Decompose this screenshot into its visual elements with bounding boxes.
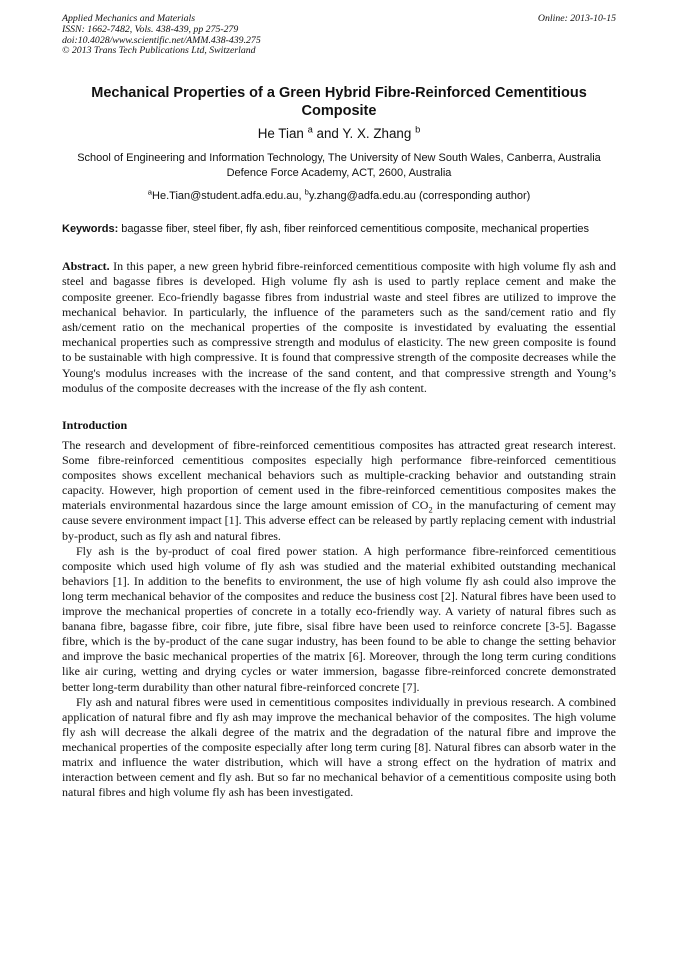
journal-name: Applied Mechanics and Materials: [62, 13, 196, 24]
author-2-mark: b: [415, 124, 421, 135]
intro-p1-part-b: in the manufacturing of cement may cause severe environment impact [1]. This adverse effect can be released by partly replacing cement with industrial by-product, such as fly ash and natural fibres.: [62, 498, 616, 543]
author-line: [62, 125, 616, 143]
introduction-heading: Introduction: [62, 418, 128, 433]
author-1: He Tian: [257, 126, 304, 142]
email-a: He.Tian@student.adfa.edu.au,: [152, 190, 305, 203]
intro-paragraph-2: Fly ash is the by-product of coal fired power station. A high performance fibre-reinforced cementitious composite which used high volume of fly ash was studied and the material exhibited outstanding mechanical behaviors [1]. In addition to the benefits to environment, the use of high volume fly ash could also improve the long term mechanical behavior of the composites and reduce the business cost [2]. Natural fibres have been used to improve the mechanical properties of concrete in a totally eco-friendly way. A variety of natural fibres such as banana fibre, bagasse fibre, coir fibre, jute fibre, sisal fibre have been used to reinforce concrete [3-5]. Bagasse fibre, which is the by-product of the cane sugar industry, has been found to be able to change the setting behavior and improve the basic mechanical properties of the matrix [6]. Moreover, through the long term curing conditions like air curing, wetting and drying cycles or water immersion, bagasse fibre-reinforced concrete demonstrated better long-term durability than other natural fibre-reinforced concrete [7].: [62, 543, 616, 694]
keywords: [62, 222, 616, 236]
doi-line: doi:10.4028/www.scientific.net/AMM.438-439.275: [62, 34, 261, 46]
email-a-mark: a: [147, 187, 153, 197]
issn-line: ISSN: 1662-7482, Vols. 438-439, pp 275-279: [62, 23, 239, 35]
journal-header: [62, 14, 616, 57]
paper-page: [62, 14, 616, 800]
author-separator: and: [312, 126, 343, 142]
email-line: [62, 189, 616, 203]
email-b-mark: b: [304, 187, 309, 197]
abstract-text: In this paper, a new green hybrid fibre-reinforced cementitious composite with high volume fly ash and steel and bagasse fibres is developed. High volume fly ash is used to partly replace cement and make the composite greener. Eco-friendly bagasse fibres from industrial waste and steel fibres are utilized to improve the mechanical behavior. In particularly, the influence of the parameters such as the sand/cement ratio and fly ash/cement ratio on the mechanical properties of the composite is investidated by evaluating the essential mechanical properties such as compressive strength and modulus of elasticity. The new green composite is found to be sustainable with high compressive. It is found that compressive strength of the composite decreases while the Young's modulus increases with the increase of the sand content, and that compressive strength and Young’s modulus of the composite decreases with the increase of the fly ash content.: [62, 259, 616, 395]
keywords-text: bagasse fiber, steel fiber, fly ash, fiber reinforced cementitious composite, mechanical properties: [118, 223, 590, 236]
affiliation: School of Engineering and Information Technology, The University of New South Wales, Canberra, Australia Defence Force Academy, ACT, 2600, Australia: [77, 152, 601, 180]
online-date: Online: 2013-10-15: [537, 13, 616, 24]
abstract-label: Abstract.: [62, 259, 110, 274]
keywords-label: Keywords:: [62, 223, 119, 236]
intro-paragraph-3: Fly ash and natural fibres were used in cementitious composites individually in previous research. A combined application of natural fibre and fly ash may improve the mechanical behavior of the composites. The high volume fly ash will decrease the alkali degree of the matrix and the degradation of the natural fibre and improve the mechanical properties of the composite especially after long term curing [8]. Natural fibres can absorb water in the matrix and influence the water distribution, which will have a strong effect on the hydration of matrix and interaction between cement and fly ash. But so far no mechanical behavior of a cementitious composite using both natural fibres and high volume fly ash has been investigated.: [62, 694, 616, 800]
copyright-line: © 2013 Trans Tech Publications Ltd, Switzerland: [62, 45, 256, 57]
intro-p1-part-a: The research and development of fibre-reinforced cementitious composites has attracted great research interest. Some fibre-reinforced cementitious composites especially high performance fibre-reinforced cementitious composites shows excellent mechanical behaviors such as multiple-cracking behavior and outstanding strain capacity. However, high proportion of cement used in the fibre-reinforced cementitious composites makes the materials environmental hazardous since the large amount emission of CO: [62, 438, 616, 513]
paper-title: Mechanical Properties of a Green Hybrid Fibre-Reinforced Cementitious Composite: [91, 85, 587, 120]
abstract: [62, 259, 616, 396]
intro-paragraph-1: [62, 438, 616, 544]
email-b: y.zhang@adfa.edu.au (corresponding author): [308, 190, 531, 203]
co2-subscript: 2: [428, 505, 433, 515]
author-1-mark: a: [307, 124, 313, 135]
author-2: Y. X. Zhang: [342, 126, 412, 142]
